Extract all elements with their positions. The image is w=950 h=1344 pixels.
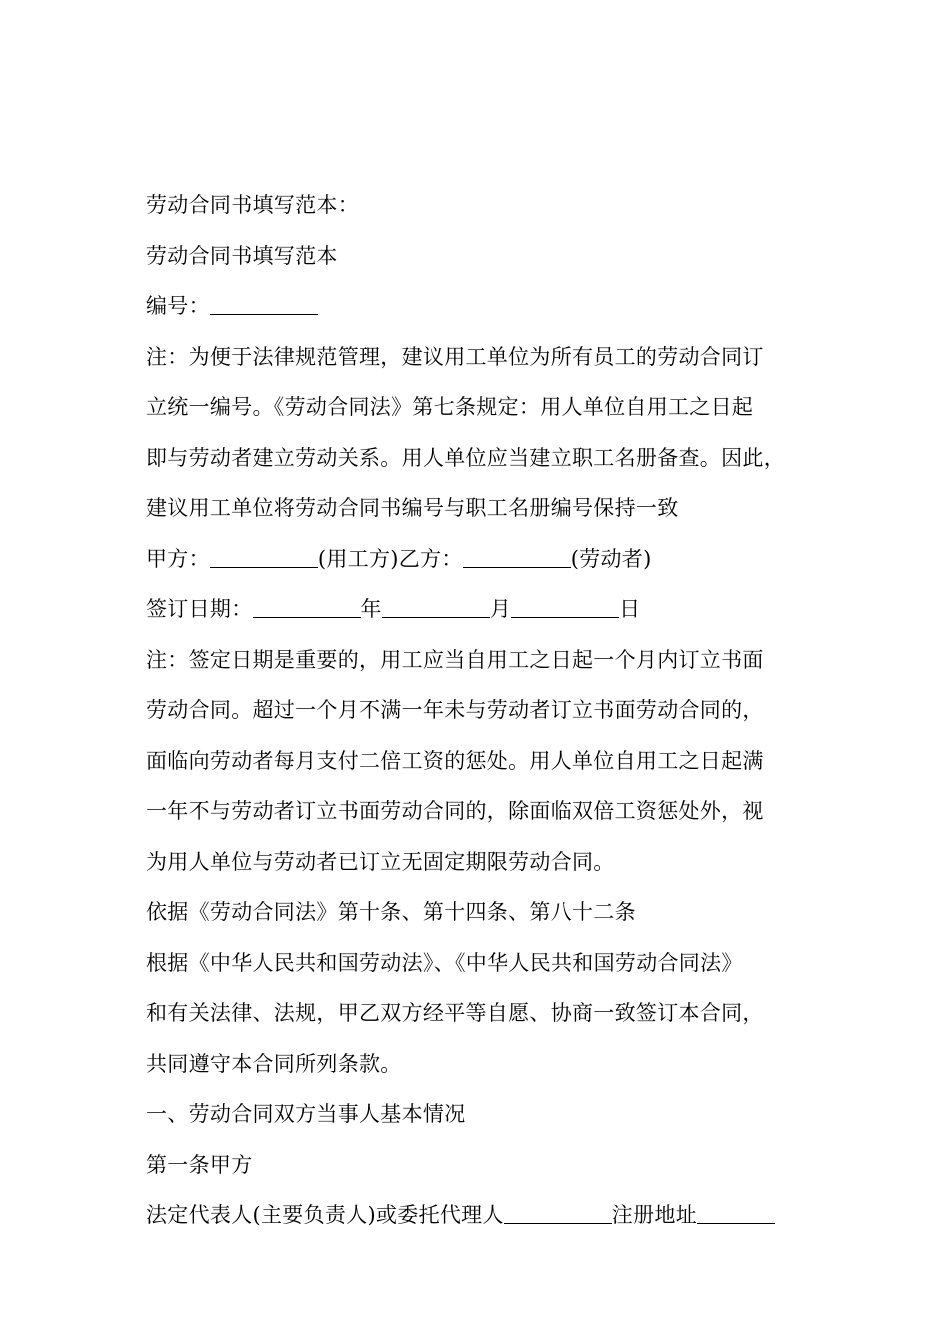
note2-line-5: 为用人单位与劳动者已订立无固定期限劳动合同。	[146, 849, 615, 874]
document-title: 劳动合同书填写范本	[146, 243, 338, 268]
basis-line: 依据《劳动合同法》第十条、第十四条、第八十二条	[146, 900, 636, 924]
address-blank	[697, 1222, 775, 1224]
note1-line-1: 注：为便于法律规范管理，建议用工单位为所有员工的劳动合同订	[146, 344, 764, 369]
representative-label: 法定代表人(主要负责人)或委托代理人	[146, 1203, 504, 1227]
preamble-line-3: 共同遵守本合同所列条款。	[146, 1051, 402, 1076]
article-1-heading: 第一条甲方	[146, 1152, 253, 1177]
year-blank	[253, 616, 361, 618]
address-label: 注册地址	[611, 1203, 697, 1227]
sign-date-line	[146, 584, 826, 635]
document-page	[146, 180, 826, 1241]
preamble-line-2: 和有关法律、法规，甲乙双方经平等自愿、协商一致签订本合同，	[146, 1001, 764, 1025]
representative-blank	[504, 1222, 612, 1224]
note2-line-2: 劳动合同。超过一个月不满一年未与劳动者订立书面劳动合同的，	[146, 698, 764, 722]
year-label: 年	[360, 597, 382, 621]
representative-line	[146, 1190, 826, 1241]
party-a-blank	[210, 566, 318, 568]
number-blank	[210, 313, 318, 315]
day-blank	[511, 616, 619, 618]
party-b-blank	[463, 566, 571, 568]
note2-line-3: 面临向劳动者每月支付二倍工资的惩处。用人单位自用工之日起满	[146, 748, 764, 773]
party-a-suffix: (用工方)乙方：	[317, 546, 463, 571]
party-a-label: 甲方：	[146, 546, 210, 571]
note1-line-4: 建议用工单位将劳动合同书编号与职工名册编号保持一致	[146, 496, 679, 520]
parties-line	[146, 534, 826, 585]
sign-date-label: 签订日期：	[146, 597, 253, 621]
note2-line-4: 一年不与劳动者订立书面劳动合同的，除面临双倍工资惩处外，视	[146, 799, 764, 823]
month-blank	[382, 616, 490, 618]
month-label: 月	[489, 597, 512, 621]
section-1-heading: 一、劳动合同双方当事人基本情况	[146, 1102, 466, 1126]
number-line	[146, 281, 826, 332]
note1-line-3: 即与劳动者建立劳动关系。用人单位应当建立职工名册备查。因此，	[146, 445, 785, 470]
title-with-colon: 劳动合同书填写范本：	[146, 193, 359, 217]
note2-line-1: 注：签定日期是重要的，用工应当自用工之日起一个月内订立书面	[146, 647, 764, 672]
note1-line-2: 立统一编号。《劳动合同法》第七条规定：用人单位自用工之日起	[146, 395, 754, 419]
party-b-suffix: (劳动者)	[570, 546, 652, 571]
preamble-line-1: 根据《中华人民共和国劳动法》、《中华人民共和国劳动合同法》	[146, 950, 743, 975]
day-label: 日	[619, 597, 641, 621]
number-label: 编号：	[146, 294, 210, 318]
